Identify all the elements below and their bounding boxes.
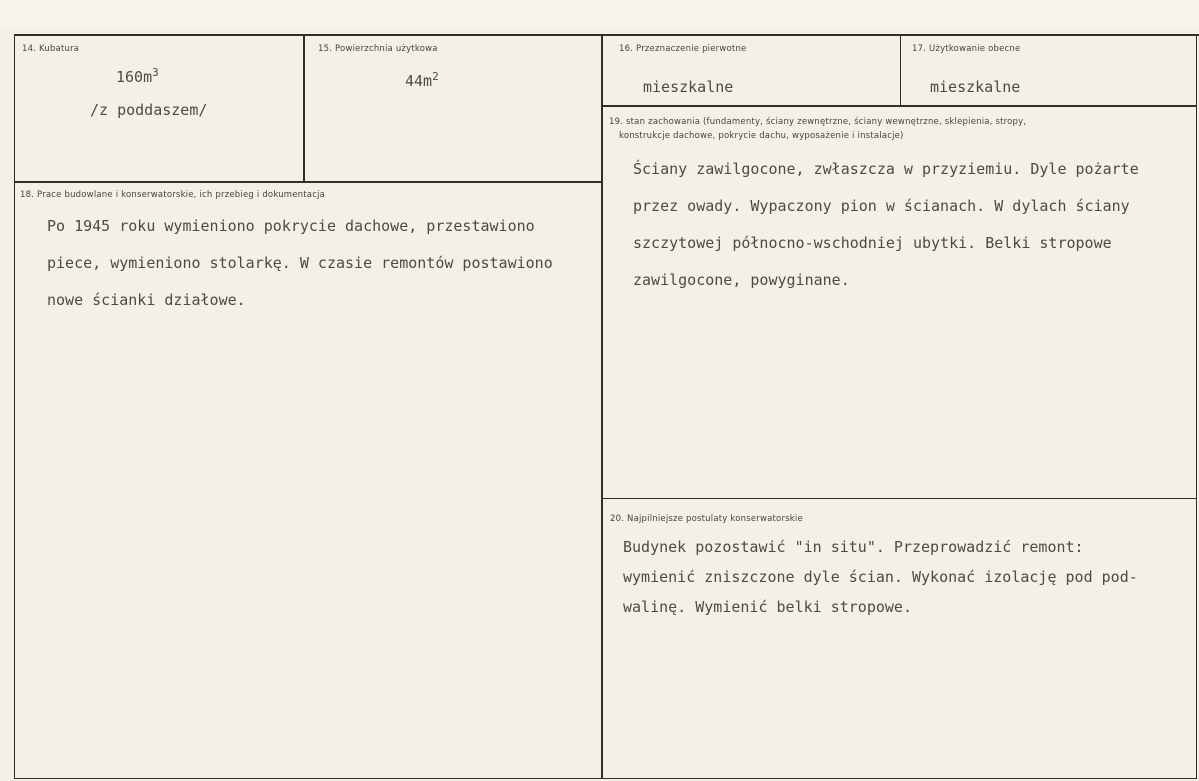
- field-17-value: mieszkalne: [930, 78, 1021, 96]
- field-14-label: 14. Kubatura: [22, 44, 80, 54]
- divider-14-15: [303, 36, 305, 182]
- field-19-text: [633, 151, 1139, 299]
- right-border-line: [1196, 34, 1197, 779]
- field-14-exponent: 3: [152, 66, 159, 79]
- field-20-text: [623, 532, 1138, 622]
- field-15-value: [405, 70, 439, 90]
- field-15-label: 15. Powierzchnia użytkowa: [318, 44, 438, 54]
- field-20-line: Budynek pozostawić "in situ". Przeprowadzić remont:: [623, 538, 1084, 556]
- field-19-line: Ściany zawilgocone, zwłaszcza w przyziemiu. Dyle pożarte: [633, 160, 1139, 178]
- field-14-number: 160m: [116, 68, 153, 86]
- field-19-line: zawilgocone, powyginane.: [633, 271, 850, 289]
- field-18-line: nowe ścianki działowe.: [47, 291, 246, 309]
- card-top-margin: [0, 0, 1199, 30]
- field-16-label: 16. Przeznaczenie pierwotne: [619, 44, 747, 54]
- field-15-exponent: 2: [432, 70, 439, 83]
- divider-right-row2: [602, 105, 1196, 107]
- field-20-line: walinę. Wymienić belki stropowe.: [623, 598, 912, 616]
- divider-right-row3: [602, 498, 1196, 499]
- divider-left-row2: [14, 181, 602, 183]
- top-border-line: [14, 34, 1199, 36]
- field-18-line: Po 1945 roku wymieniono pokrycie dachowe, przestawiono: [47, 217, 535, 235]
- field-18-text: [47, 208, 553, 319]
- field-19-label-line2: konstrukcje dachowe, pokrycie dachu, wyposażenie i instalacje): [619, 131, 904, 141]
- center-divider: [601, 36, 603, 778]
- field-14-note: /z poddaszem/: [90, 101, 208, 119]
- field-19-line: przez owady. Wypaczony pion w ścianach. W dylach ściany: [633, 197, 1130, 215]
- field-20-line: wymienić zniszczone dyle ścian. Wykonać izolację pod pod-: [623, 568, 1138, 586]
- divider-16-17: [900, 36, 901, 106]
- field-16-value: mieszkalne: [643, 78, 734, 96]
- field-20-label: 20. Najpilniejsze postulaty konserwatorskie: [610, 514, 803, 524]
- field-19-line: szczytowej północno-wschodniej ubytki. Belki stropowe: [633, 234, 1112, 252]
- field-15-number: 44m: [405, 72, 433, 90]
- field-17-label: 17. Użytkowanie obecne: [912, 44, 1021, 54]
- left-border-line: [14, 34, 15, 779]
- bottom-border-line: [14, 778, 1197, 779]
- field-14-value: [116, 66, 159, 86]
- field-18-label: 18. Prace budowlane i konserwatorskie, ich przebieg i dokumentacja: [20, 190, 326, 200]
- field-18-line: piece, wymieniono stolarkę. W czasie remontów postawiono: [47, 254, 553, 272]
- field-19-label-line1: 19. stan zachowania (fundamenty, ściany zewnętrzne, ściany wewnętrzne, sklepienia, stropy,: [609, 117, 1027, 127]
